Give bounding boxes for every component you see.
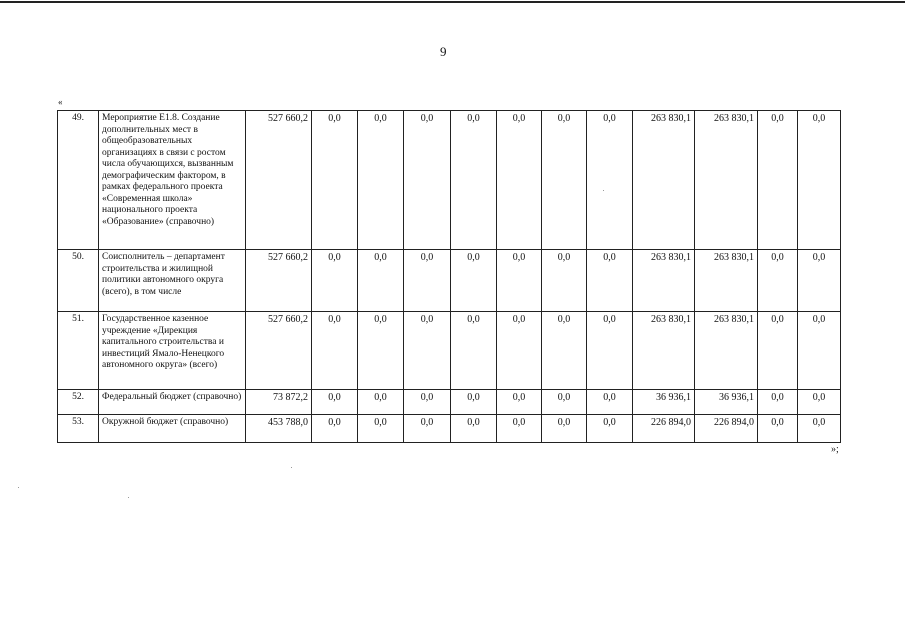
year-value-cell: 0,0 — [497, 312, 542, 390]
row-description: Государственное казенное учреждение «Дирекция капитального строительства и инвестиций Ямало-Ненецкого автономного округа» (всего) — [99, 312, 246, 390]
year-value-cell: 0,0 — [798, 250, 841, 312]
year-value-cell: 0,0 — [542, 415, 587, 443]
year-value-cell: 0,0 — [451, 312, 497, 390]
year-value-cell: 263 830,1 — [633, 250, 695, 312]
year-value-cell: 0,0 — [358, 111, 404, 250]
year-value-cell: 0,0 — [758, 312, 798, 390]
year-value-cell: 0,0 — [451, 415, 497, 443]
year-value-cell: 0,0 — [404, 111, 451, 250]
year-value-cell: 0,0 — [587, 415, 633, 443]
year-value-cell: 263 830,1 — [695, 111, 758, 250]
year-value-cell: 0,0 — [312, 312, 358, 390]
table-row — [58, 250, 841, 312]
year-value-cell: 0,0 — [312, 415, 358, 443]
year-value-cell: 0,0 — [497, 390, 542, 415]
top-border-line — [0, 1, 905, 3]
row-number: 50. — [58, 250, 99, 312]
year-value-cell: 0,0 — [358, 390, 404, 415]
year-value-cell: 0,0 — [798, 415, 841, 443]
year-value-cell: 0,0 — [358, 250, 404, 312]
row-description: Соисполнитель – департамент строительства и жилищной политики автономного округа (всего), в том числе — [99, 250, 246, 312]
year-value-cell: 263 830,1 — [633, 111, 695, 250]
year-value-cell: 0,0 — [497, 415, 542, 443]
row-number: 49. — [58, 111, 99, 250]
total-value-cell: 73 872,2 — [246, 390, 312, 415]
year-value-cell: 263 830,1 — [695, 250, 758, 312]
year-value-cell: 0,0 — [404, 390, 451, 415]
year-value-cell: 0,0 — [497, 250, 542, 312]
row-description: Федеральный бюджет (справочно) — [99, 390, 246, 415]
year-value-cell: 0,0 — [758, 390, 798, 415]
year-value-cell: 0,0 — [587, 111, 633, 250]
opening-quote-mark: « — [58, 97, 63, 107]
year-value-cell: 226 894,0 — [695, 415, 758, 443]
year-value-cell: 0,0 — [312, 390, 358, 415]
year-value-cell: 0,0 — [542, 390, 587, 415]
year-value-cell: 0,0 — [542, 312, 587, 390]
total-value-cell: 527 660,2 — [246, 250, 312, 312]
year-value-cell: 0,0 — [758, 415, 798, 443]
year-value-cell: 0,0 — [404, 250, 451, 312]
year-value-cell: 0,0 — [451, 111, 497, 250]
table-row — [58, 312, 841, 390]
year-value-cell: 0,0 — [312, 250, 358, 312]
row-description: Мероприятие Е1.8. Создание дополнительных мест в общеобразовательных организациях в связи с ростом числа обучающихся, вызванным демографическим фактором, в рамках федерального проекта «Современная школа» национального проекта «Образование» (справочно) — [99, 111, 246, 250]
total-value-cell: 453 788,0 — [246, 415, 312, 443]
row-description: Окружной бюджет (справочно) — [99, 415, 246, 443]
closing-quote-mark: »; — [831, 444, 839, 455]
total-value-cell: 527 660,2 — [246, 312, 312, 390]
year-value-cell: 0,0 — [542, 250, 587, 312]
year-value-cell: 0,0 — [404, 312, 451, 390]
year-value-cell: 0,0 — [497, 111, 542, 250]
budget-table — [57, 110, 841, 443]
table-row — [58, 415, 841, 443]
year-value-cell: 0,0 — [542, 111, 587, 250]
year-value-cell: 0,0 — [587, 390, 633, 415]
scan-speck — [18, 487, 19, 488]
row-number: 53. — [58, 415, 99, 443]
table-body — [58, 111, 841, 443]
year-value-cell: 0,0 — [758, 250, 798, 312]
year-value-cell: 0,0 — [451, 250, 497, 312]
year-value-cell: 263 830,1 — [695, 312, 758, 390]
table-row — [58, 390, 841, 415]
year-value-cell: 36 936,1 — [633, 390, 695, 415]
year-value-cell: 0,0 — [798, 390, 841, 415]
year-value-cell: 0,0 — [587, 250, 633, 312]
year-value-cell: 0,0 — [587, 312, 633, 390]
scan-speck — [128, 497, 129, 498]
scan-speck — [291, 467, 292, 468]
year-value-cell: 0,0 — [404, 415, 451, 443]
year-value-cell: 226 894,0 — [633, 415, 695, 443]
year-value-cell: 0,0 — [798, 111, 841, 250]
year-value-cell: 36 936,1 — [695, 390, 758, 415]
year-value-cell: 263 830,1 — [633, 312, 695, 390]
year-value-cell: 0,0 — [758, 111, 798, 250]
year-value-cell: 0,0 — [798, 312, 841, 390]
row-number: 51. — [58, 312, 99, 390]
row-number: 52. — [58, 390, 99, 415]
page-number: 9 — [440, 44, 447, 59]
year-value-cell: 0,0 — [451, 390, 497, 415]
year-value-cell: 0,0 — [358, 415, 404, 443]
table-row — [58, 111, 841, 250]
year-value-cell: 0,0 — [358, 312, 404, 390]
total-value-cell: 527 660,2 — [246, 111, 312, 250]
scan-speck — [603, 190, 604, 191]
year-value-cell: 0,0 — [312, 111, 358, 250]
